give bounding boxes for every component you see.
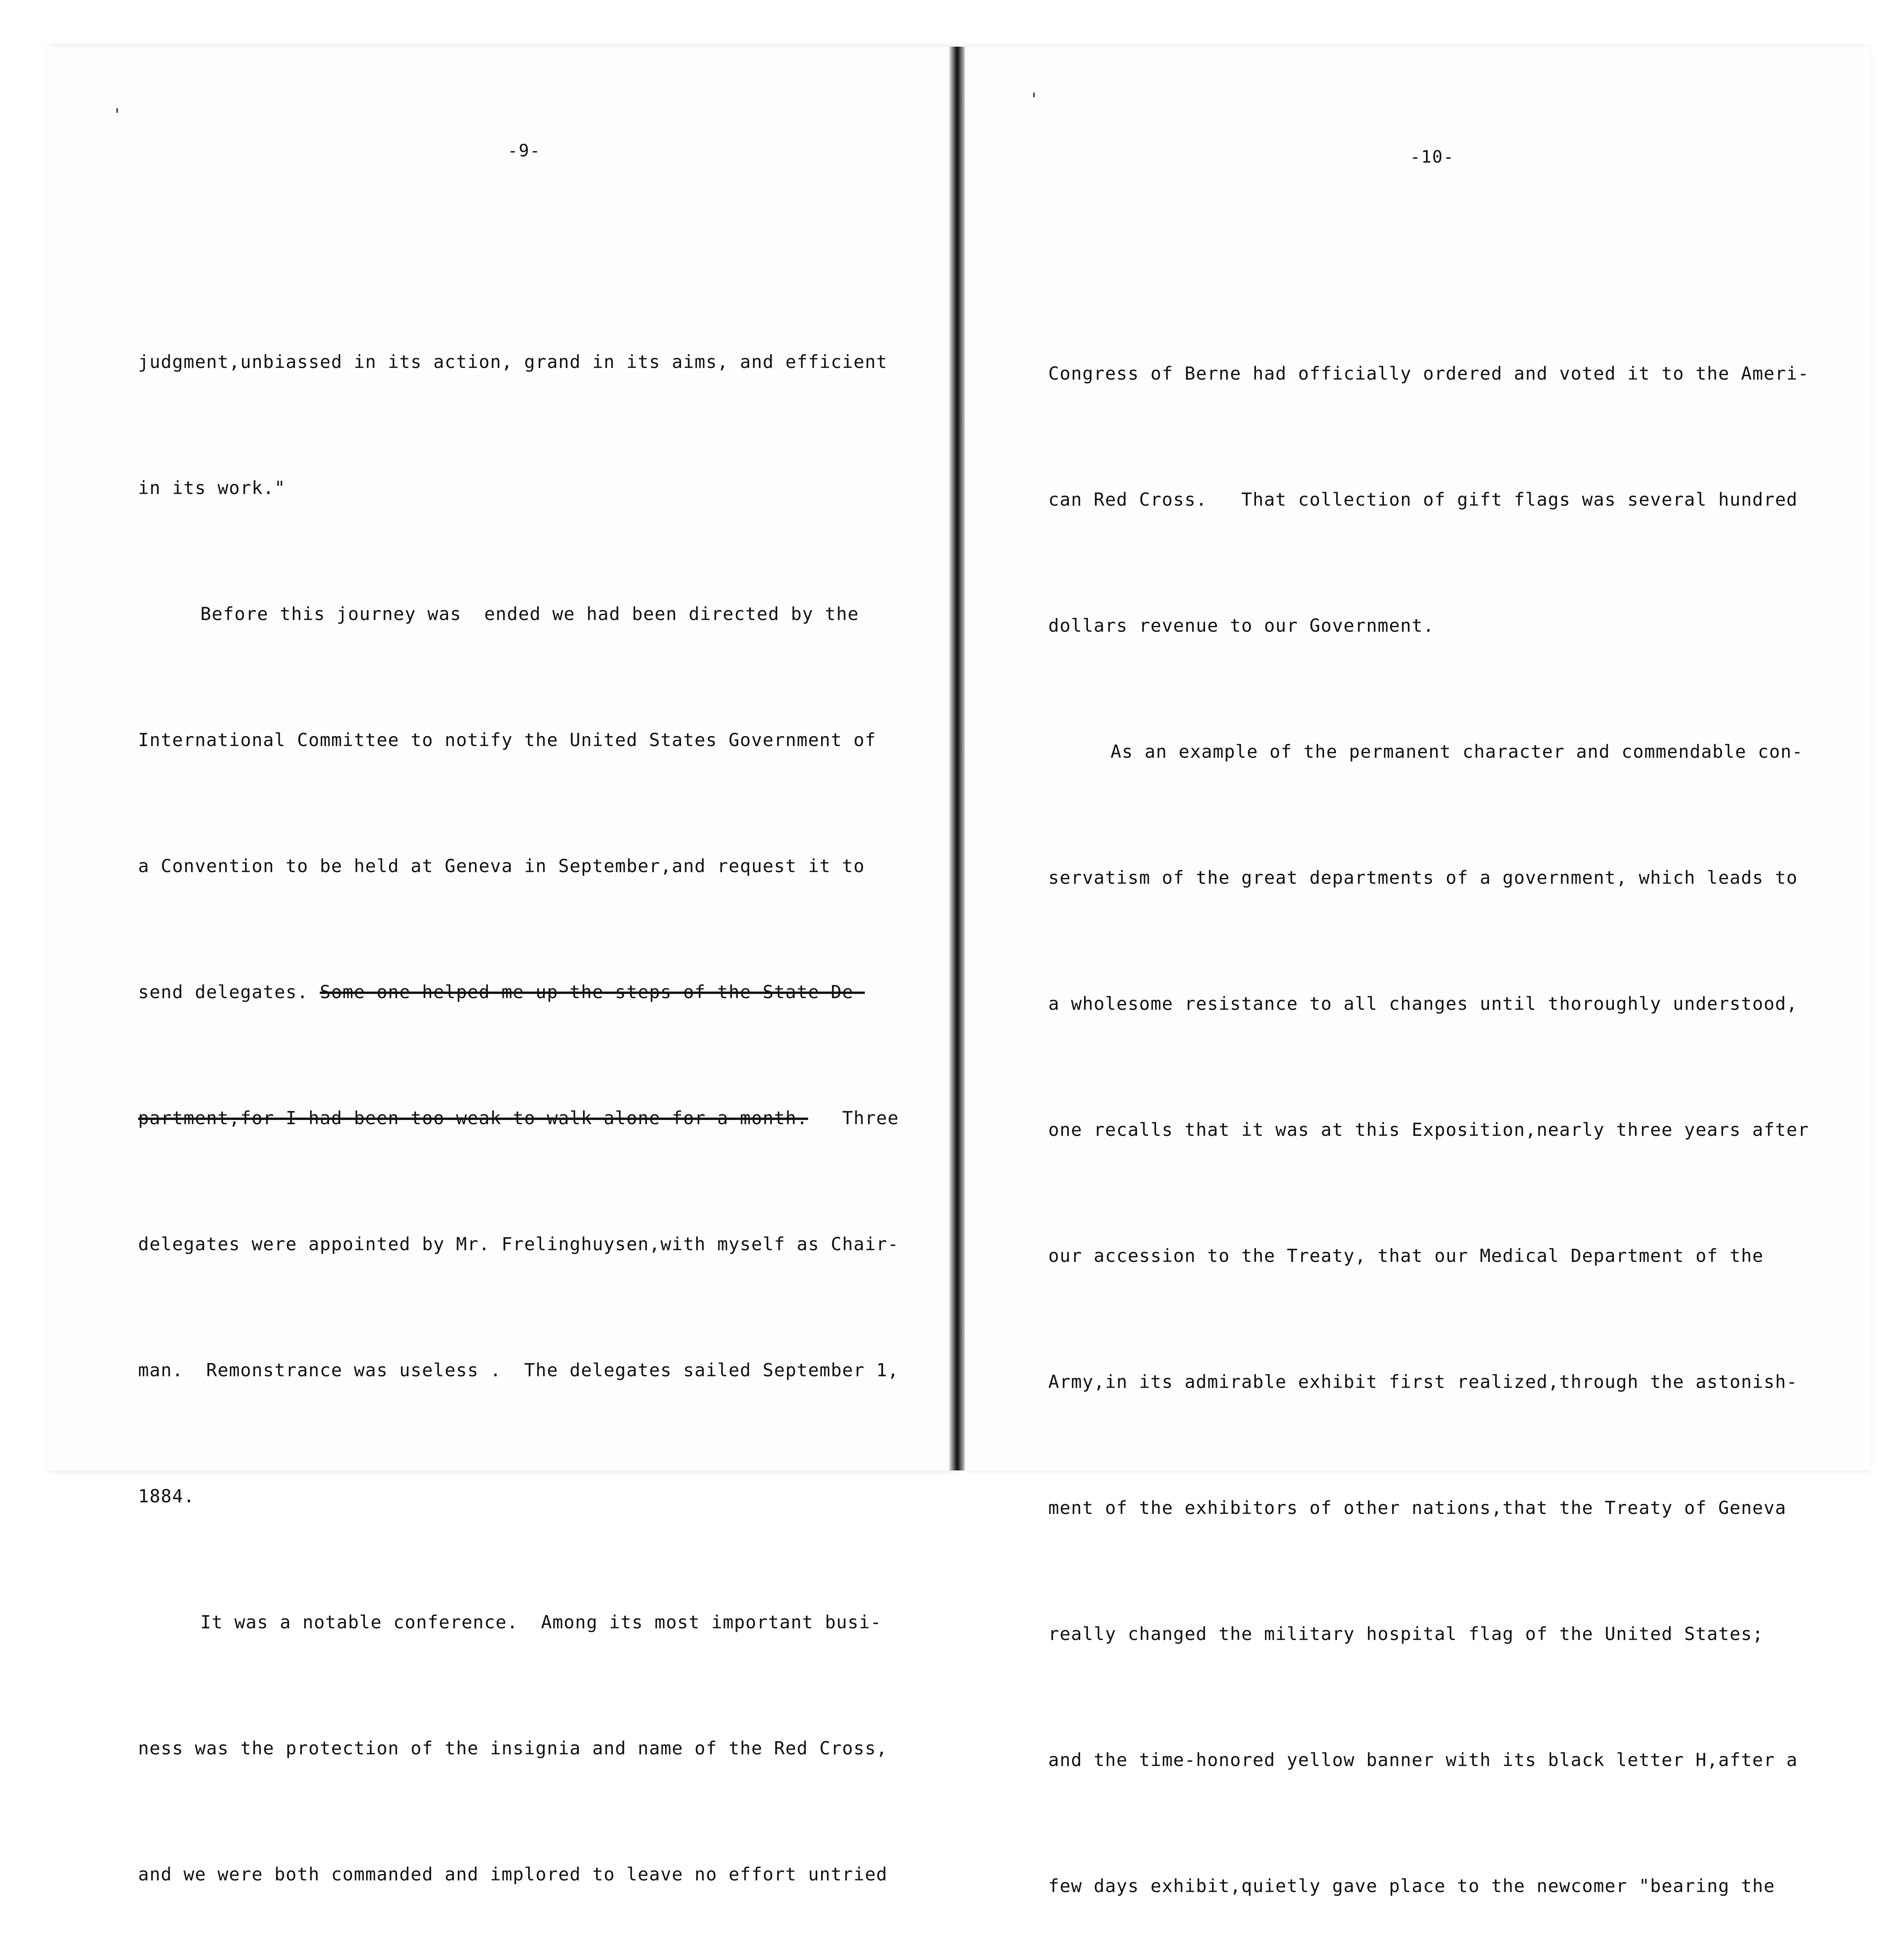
text-line: few days exhibit,quietly gave place to the newcomer "bearing the bbox=[1048, 1875, 1775, 1896]
text-line: International Committee to notify the United States Government of bbox=[138, 729, 876, 750]
text-line: 1884. bbox=[138, 1486, 195, 1507]
book-gutter bbox=[949, 47, 965, 1470]
text-line: ment of the exhibitors of other nations,that the Treaty of Geneva bbox=[1048, 1497, 1787, 1518]
text-fragment: Three bbox=[842, 1107, 899, 1128]
text-line: a wholesome resistance to all changes until thoroughly understood, bbox=[1048, 993, 1798, 1014]
text-line: our accession to the Treaty, that our Medical Department of the bbox=[1048, 1245, 1764, 1266]
text-line-with-strike bbox=[138, 1097, 899, 1139]
text-fragment: send delegates. bbox=[138, 981, 308, 1002]
text-line: Army,in its admirable exhibit first realized,through the astonish- bbox=[1048, 1371, 1798, 1392]
page-9 bbox=[47, 47, 955, 1885]
text-line: dollars revenue to our Government. bbox=[1048, 615, 1435, 636]
page-10 bbox=[965, 47, 1871, 1896]
page-number: -10- bbox=[1410, 147, 1454, 167]
margin-mark: ' bbox=[112, 105, 123, 125]
text-line: and we were both commanded and implored to leave no effort untried bbox=[138, 1864, 888, 1885]
text-line: Congress of Berne had officially ordered and voted it to the Ameri- bbox=[1048, 363, 1809, 384]
text-line: delegates were appointed by Mr. Frelinghuysen,with myself as Chair- bbox=[138, 1234, 899, 1255]
text-line: judgment,unbiassed in its action, grand in its aims, and efficient bbox=[138, 351, 888, 372]
text-line: It was a notable conference. Among its most important busi- bbox=[200, 1612, 882, 1633]
text-line: one recalls that it was at this Exposition,nearly three years after bbox=[1048, 1119, 1809, 1140]
text-line: As an example of the permanent character and commendable con- bbox=[1111, 741, 1803, 762]
text-line: ness was the protection of the insignia and name of the Red Cross, bbox=[138, 1738, 888, 1759]
text-line: a Convention to be held at Geneva in September,and request it to bbox=[138, 855, 865, 876]
struck-text: Some one helped me up the steps of the State De- bbox=[320, 981, 865, 1002]
text-line: in its work." bbox=[138, 477, 286, 498]
text-line: can Red Cross. That collection of gift flags was several hundred bbox=[1048, 489, 1798, 510]
text-line: and the time-honored yellow banner with its black letter H,after a bbox=[1048, 1749, 1798, 1770]
struck-text: partment,for I had been too weak to walk alone for a month. bbox=[138, 1107, 808, 1128]
text-line: servatism of the great departments of a government, which leads to bbox=[1048, 867, 1798, 888]
margin-mark: ' bbox=[1029, 89, 1039, 109]
page-body bbox=[1048, 268, 1828, 1945]
page-body bbox=[138, 257, 899, 1945]
text-line: man. Remonstrance was useless . The delegates sailed September 1, bbox=[138, 1360, 899, 1381]
text-line: Before this journey was ended we had been directed by the bbox=[200, 603, 859, 624]
text-line: really changed the military hospital flag of the United States; bbox=[1048, 1623, 1764, 1644]
page-number: -9- bbox=[508, 141, 541, 161]
text-line-with-strike bbox=[138, 971, 899, 1013]
